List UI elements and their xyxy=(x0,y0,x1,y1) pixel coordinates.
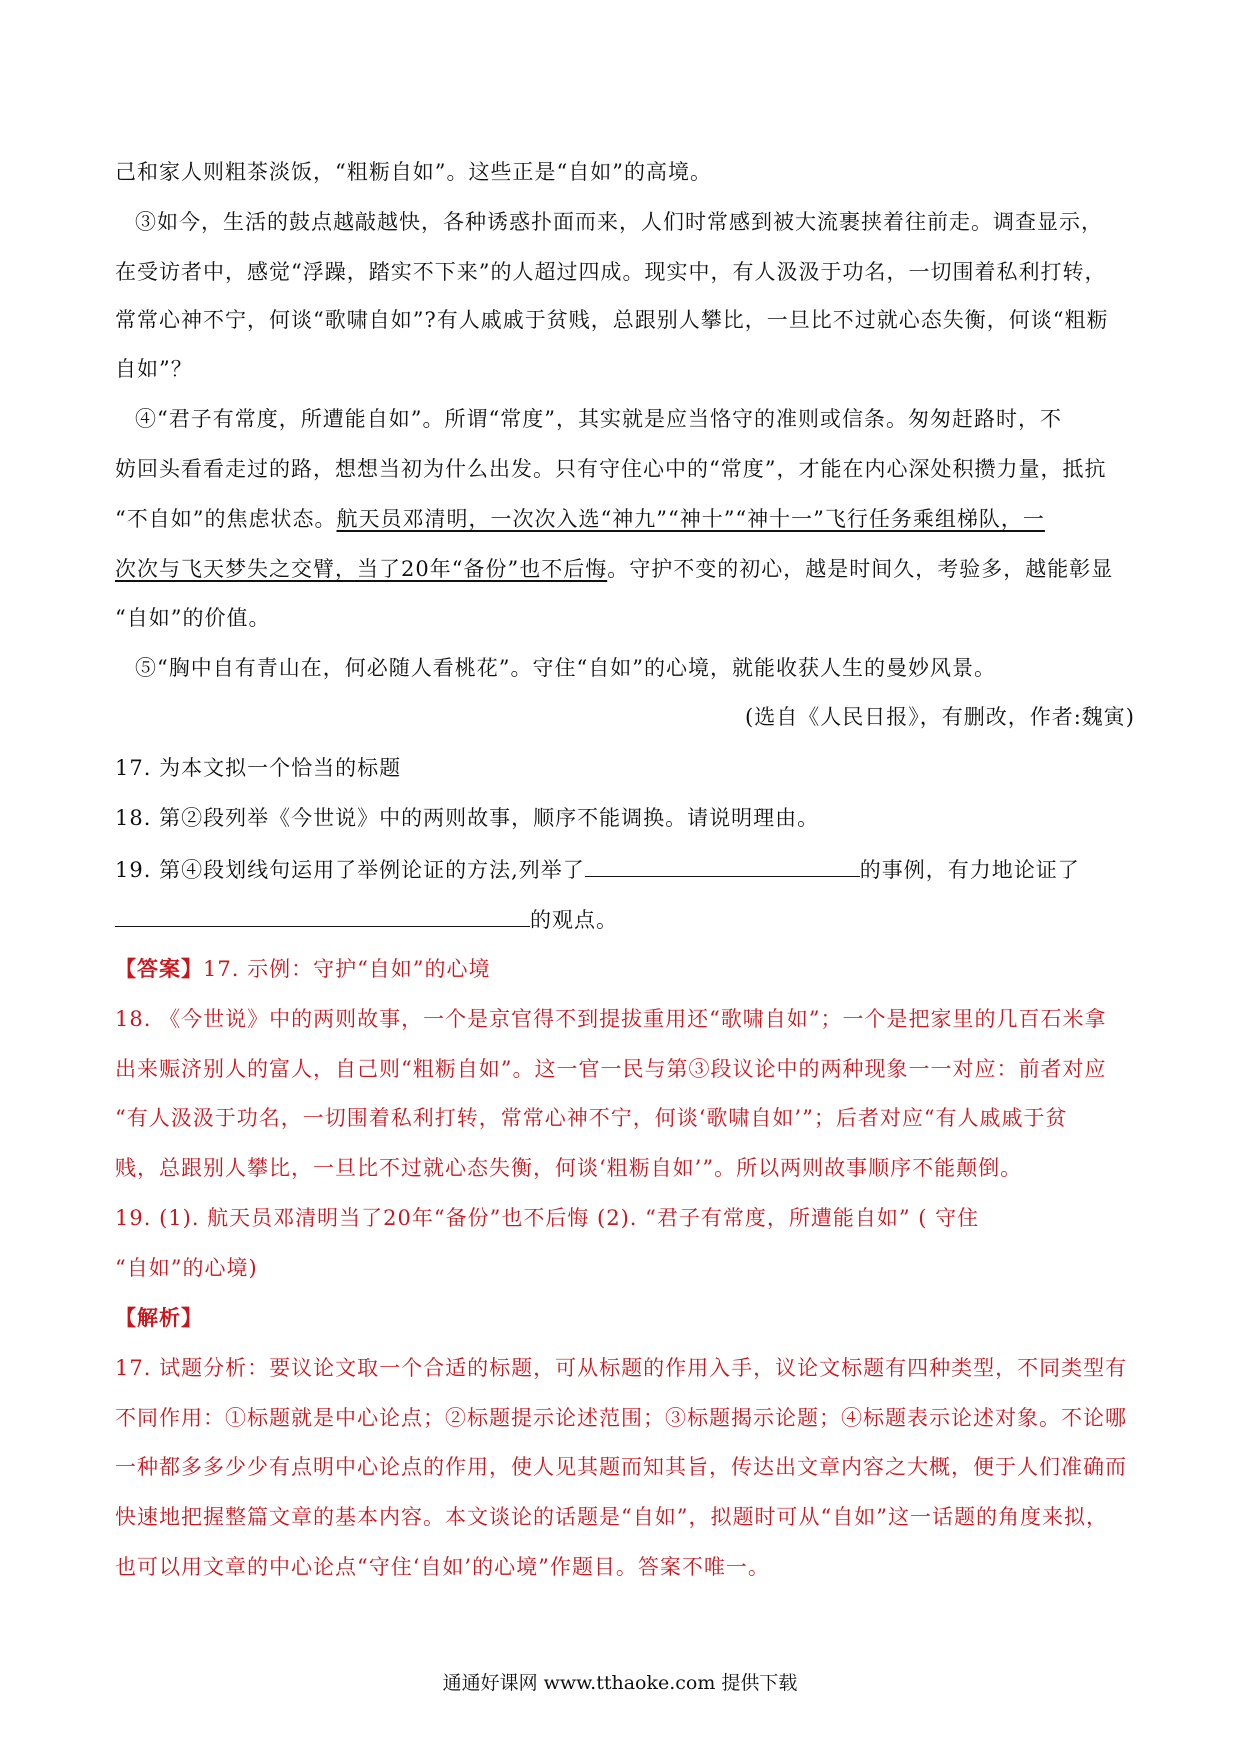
passage-paragraph-4-line: 妨回头看看走过的路，想想当初为什么出发。只有守住心中的“常度”，才能在内心深处积攒力量，抵抗 xyxy=(115,457,1107,481)
answer-blank xyxy=(115,904,530,927)
passage-paragraph-4-line: ④“君子有常度，所遭能自如”。所谓“常度”，其实就是应当恪守的准则或信条。匆匆赶路时，不 xyxy=(135,407,1062,431)
answer-19-line: 19. (1). 航天员邓清明当了20年“备份”也不后悔 (2). “君子有常度，所遭能自如” ( 守住 xyxy=(115,1206,980,1230)
question-19-continuation xyxy=(115,904,1135,934)
answer-18-line: 18. 《今世说》中的两则故事，一个是京官得不到提拔重用还“歌啸自如”；一个是把家里的几百石米拿 xyxy=(115,1007,1107,1031)
analysis-line: 不同作用：①标题就是中心论点；②标题提示论述范围；③标题揭示论题；④标题表示论述对象。不论哪 xyxy=(115,1406,1127,1430)
passage-paragraph-5-line: ⑤“胸中自有青山在，何必随人看桃花”。守住“自如”的心境，就能收获人生的曼妙风景。 xyxy=(135,656,996,680)
answer-text: 17. 示例：守护“自如”的心境 xyxy=(203,957,491,981)
question-19-text: 的观点。 xyxy=(530,908,618,932)
passage-line: 己和家人则粗茶淡饭，“粗粝自如”。这些正是“自如”的高境。 xyxy=(115,160,712,184)
passage-paragraph-3-line: 自如”？ xyxy=(115,357,193,381)
passage-text: 。守护不变的初心，越是时间久，考验多，越能彰显 xyxy=(607,557,1114,581)
answer-19-line: “自如”的心境) xyxy=(115,1256,258,1280)
passage-paragraph-4-line xyxy=(115,505,1135,533)
question-19-text: 的事例，有力地论证了 xyxy=(859,858,1080,882)
passage-paragraph-4-line: “自如”的价值。 xyxy=(115,606,271,630)
question-19-text: 19. 第④段划线句运用了举例论证的方法,列举了 xyxy=(115,858,585,882)
question-17: 17. 为本文拟一个恰当的标题 xyxy=(115,756,402,780)
underlined-sentence: 航天员邓清明，一次次入选“神九”“神十”“神十一”飞行任务乘组梯队，一 xyxy=(336,507,1045,531)
passage-paragraph-4-line xyxy=(115,555,1135,583)
passage-text: “不自如”的焦虑状态。 xyxy=(115,507,337,531)
passage-paragraph-3-line: ③如今，生活的鼓点越敲越快，各种诱惑扑面而来，人们时常感到被大流裹挟着往前走。调查显示， xyxy=(135,210,1103,234)
passage-paragraph-3-line: 在受访者中，感觉“浮躁，踏实不下来”的人超过四成。现实中，有人汲汲于功名，一切围着私利打转， xyxy=(115,260,1107,284)
analysis-line: 17. 试题分析：要议论文取一个合适的标题，可从标题的作用入手，议论文标题有四种类型，不同类型有 xyxy=(115,1356,1128,1380)
answer-18-line: 贱，总跟别人攀比，一旦比不过就心态失衡，何谈‘粗粝自如’”。所以两则故事顺序不能颠倒。 xyxy=(115,1156,1023,1180)
question-18: 18. 第②段列举《今世说》中的两则故事，顺序不能调换。请说明理由。 xyxy=(115,806,820,830)
analysis-line: 也可以用文章的中心论点“守住‘自如’的心境”作题目。答案不唯一。 xyxy=(115,1555,770,1579)
page-footer: 通通好课网 www.tthaoke.com 提供下载 xyxy=(442,1672,798,1694)
answer-18-line: “有人汲汲于功名，一切围着私利打转，常常心神不宁，何谈‘歌啸自如’”；后者对应“有人戚戚于贫 xyxy=(115,1106,1068,1130)
analysis-label: 【解析】 xyxy=(115,1305,203,1330)
question-19 xyxy=(115,854,1135,884)
underlined-sentence: 次次与飞天梦失之交臂，当了20年“备份”也不后悔 xyxy=(115,557,608,581)
answer-blank xyxy=(585,854,860,877)
passage-source: (选自《人民日报》，有删改，作者:魏寅) xyxy=(745,705,1135,729)
analysis-line: 一种都多多少少有点明中心论点的作用，使人见其题而知其旨，传达出文章内容之大概，便于人们准确而 xyxy=(115,1455,1127,1479)
passage-paragraph-3-line: 常常心神不宁，何谈“歌啸自如”?有人戚戚于贫贱，总跟别人攀比，一旦比不过就心态失衡，何谈“粗粝 xyxy=(115,308,1109,332)
answer-17 xyxy=(115,955,1135,983)
answer-label: 【答案】 xyxy=(115,956,203,981)
analysis-line: 快速地把握整篇文章的基本内容。本文谈论的话题是“自如”，拟题时可从“自如”这一话题的角度来拟， xyxy=(115,1505,1108,1529)
answer-18-line: 出来赈济别人的富人，自己则“粗粝自如”。这一官一民与第③段议论中的两种现象一一对应：前者对应 xyxy=(115,1057,1107,1081)
